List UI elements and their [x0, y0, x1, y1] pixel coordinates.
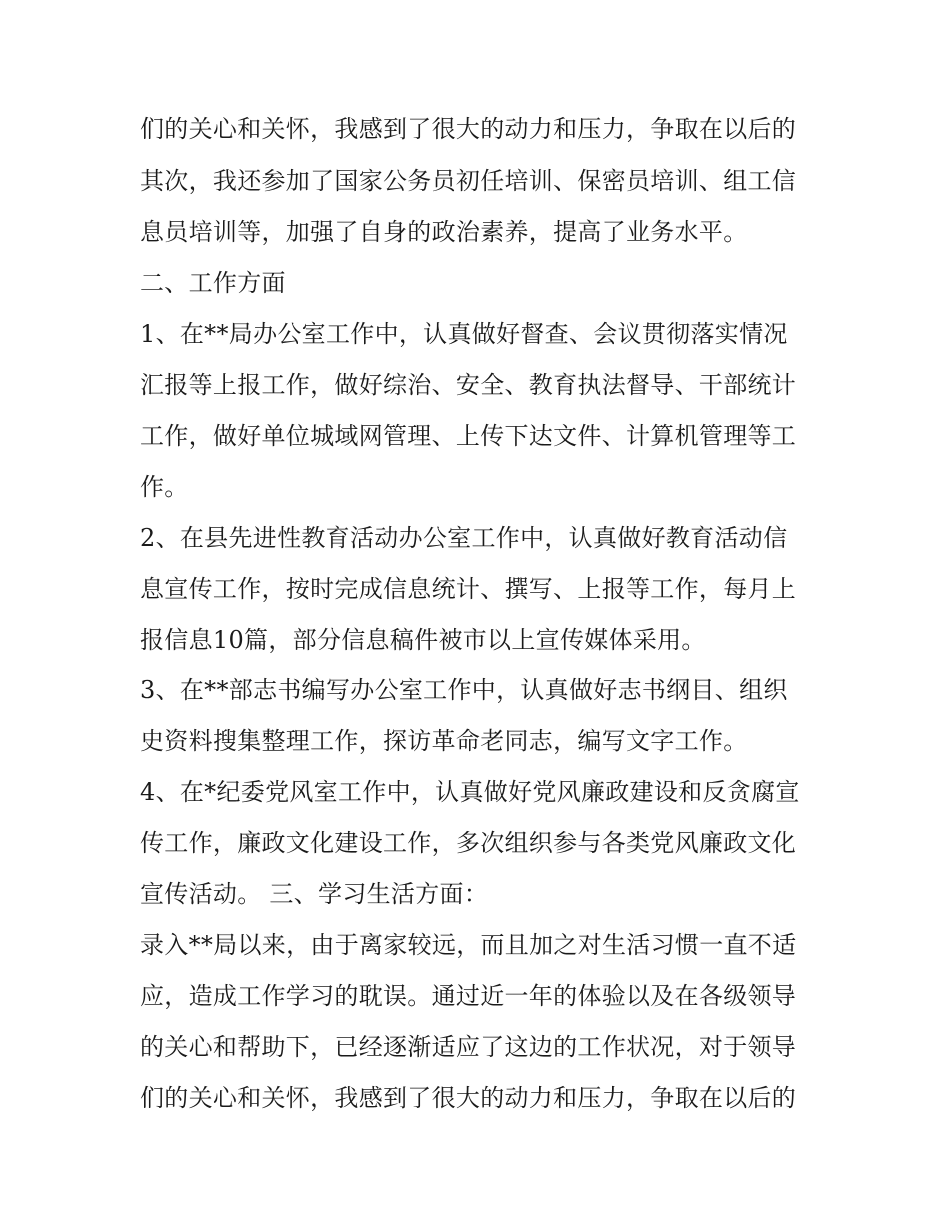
text-line: 汇报等上报工作，做好综治、安全、教育执法督导、干部统计	[140, 371, 797, 399]
text-line: 息员培训等，加强了自身的政治素养，提高了业务水平。	[140, 218, 748, 246]
text-line: 其次，我还参加了国家公务员初任培训、保密员培训、组工信	[140, 167, 797, 195]
text-line: 传工作，廉政文化建设工作，多次组织参与各类党风廉政文化	[140, 829, 797, 857]
text-line: 3、在**部志书编写办公室工作中，认真做好志书纲目、组织	[140, 676, 788, 704]
text-line: 们的关心和关怀，我感到了很大的动力和压力，争取在以后的	[140, 115, 797, 143]
text-line: 4、在*纪委党风室工作中，认真做好党风廉政建设和反贪腐宣	[140, 778, 800, 806]
text-line: 工作，做好单位城域网管理、上传下达文件、计算机管理等工	[140, 422, 797, 450]
text-line: 史资料搜集整理工作，探访革命老同志，编写文字工作。	[140, 727, 748, 755]
text-line: 的关心和帮助下，已经逐渐适应了这边的工作状况，对于领导	[140, 1033, 797, 1061]
text-line: 2、在县先进性教育活动办公室工作中，认真做好教育活动信	[140, 524, 788, 552]
section-heading: 二、工作方面	[140, 269, 286, 297]
text-line: 宣传活动。 三、学习生活方面：	[140, 880, 489, 908]
text-line: 们的关心和关怀，我感到了很大的动力和压力，争取在以后的	[140, 1084, 797, 1112]
text-line: 录入**局以来，由于离家较远，而且加之对生活习惯一直不适	[140, 931, 797, 959]
text-line: 应，造成工作学习的耽误。通过近一年的体验以及在各级领导	[140, 982, 797, 1010]
text-line: 作。	[140, 473, 189, 501]
text-line: 报信息10篇，部分信息稿件被市以上宣传媒体采用。	[140, 626, 706, 654]
text-line: 息宣传工作，按时完成信息统计、撰写、上报等工作，每月上	[140, 575, 797, 603]
text-line: 1、在**局办公室工作中，认真做好督查、会议贯彻落实情况	[140, 320, 788, 348]
